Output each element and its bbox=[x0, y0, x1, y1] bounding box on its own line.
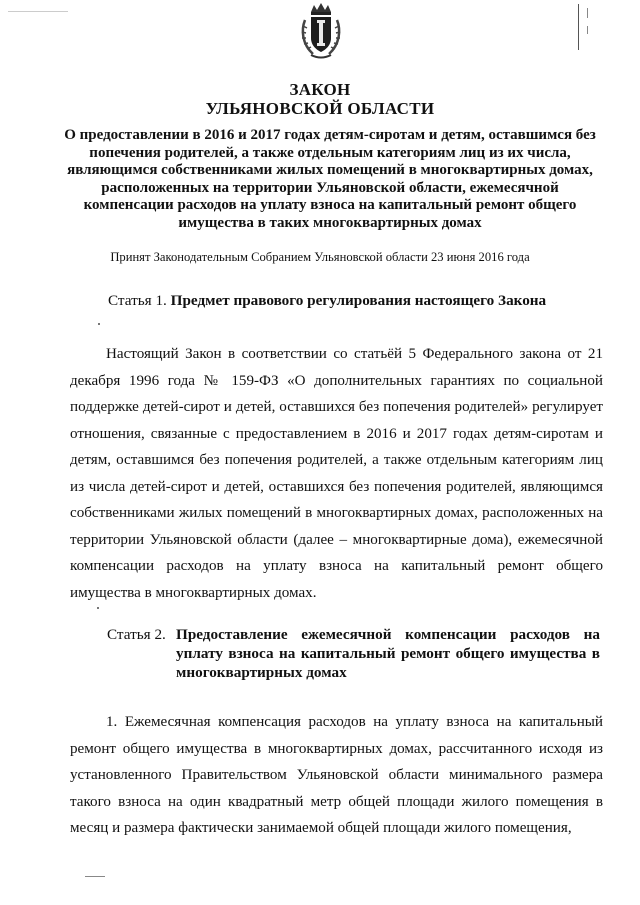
coat-of-arms-icon bbox=[299, 2, 343, 60]
law-subtitle: О предоставлении в 2016 и 2017 годах детям-сиротам и детям, оставшимся без попечения родителей, а также отдельным категориям лиц из их числа, являющимся собственниками жилых помещений в многоквартирных домах, расположенных на территории Ульяновской области, ежемесячной компенсации расходов на уплату взноса на капитальный ремонт общего имущества в таких многоквартирных домах bbox=[64, 127, 596, 231]
scan-mark bbox=[8, 11, 68, 12]
scan-mark bbox=[85, 876, 105, 877]
scan-mark bbox=[587, 8, 588, 18]
scan-mark bbox=[98, 323, 100, 325]
article2-label: Статья 2. bbox=[107, 626, 166, 643]
article1-label: Статья 1. bbox=[108, 292, 167, 309]
scan-mark bbox=[97, 607, 99, 609]
article1-title: Предмет правового регулирования настоящего Закона bbox=[170, 292, 547, 309]
scan-mark bbox=[578, 4, 579, 50]
article1-paragraph: Настоящий Закон в соответствии со статьёй 5 Федерального закона от 21 декабря 1996 года № 159-ФЗ «О дополнительных гарантиях по социальной поддержке детей-сирот и детей, оставшихся без попечения родителей» регулирует отношения, связанные с предоставлением в 2016 и 2017 годах детям-сиротам и детям, оставшимся без попечения родителей, а также отдельным категориям лиц из числа детей-сирот и детей, оставшихся без попечения родителей, являющимся собственниками жилых помещений в многоквартирных домах, расположенных на территории Ульяновской области (далее – многоквартирные дома), ежемесячной компенсации расходов на уплату взноса на капитальный ремонт общего имущества в многоквартирных домах. bbox=[70, 346, 603, 601]
scan-mark bbox=[587, 26, 588, 34]
article2-title: Предоставление ежемесячной компенсации расходов на уплату взноса на капитальный ремонт общего имущества в многоквартирных домах bbox=[176, 626, 600, 681]
adoption-date-line: Принят Законодательным Собранием Ульяновской области 23 июня 2016 года bbox=[110, 250, 530, 264]
law-title-line2: УЛЬЯНОВСКОЙ ОБЛАСТИ bbox=[205, 99, 435, 118]
law-title-line1: ЗАКОН bbox=[289, 80, 351, 99]
article1-heading bbox=[108, 291, 546, 310]
article2-paragraph: 1. Ежемесячная компенсация расходов на уплату взноса на капитальный ремонт общего имущества в многоквартирных домах, рассчитанного исходя из установленного Правительством Ульяновской области минимального размера такого взноса на один квадратный метр общей площади жилого помещения в месяц и размера фактически занимаемой общей площади жилого помещения, bbox=[70, 714, 603, 836]
